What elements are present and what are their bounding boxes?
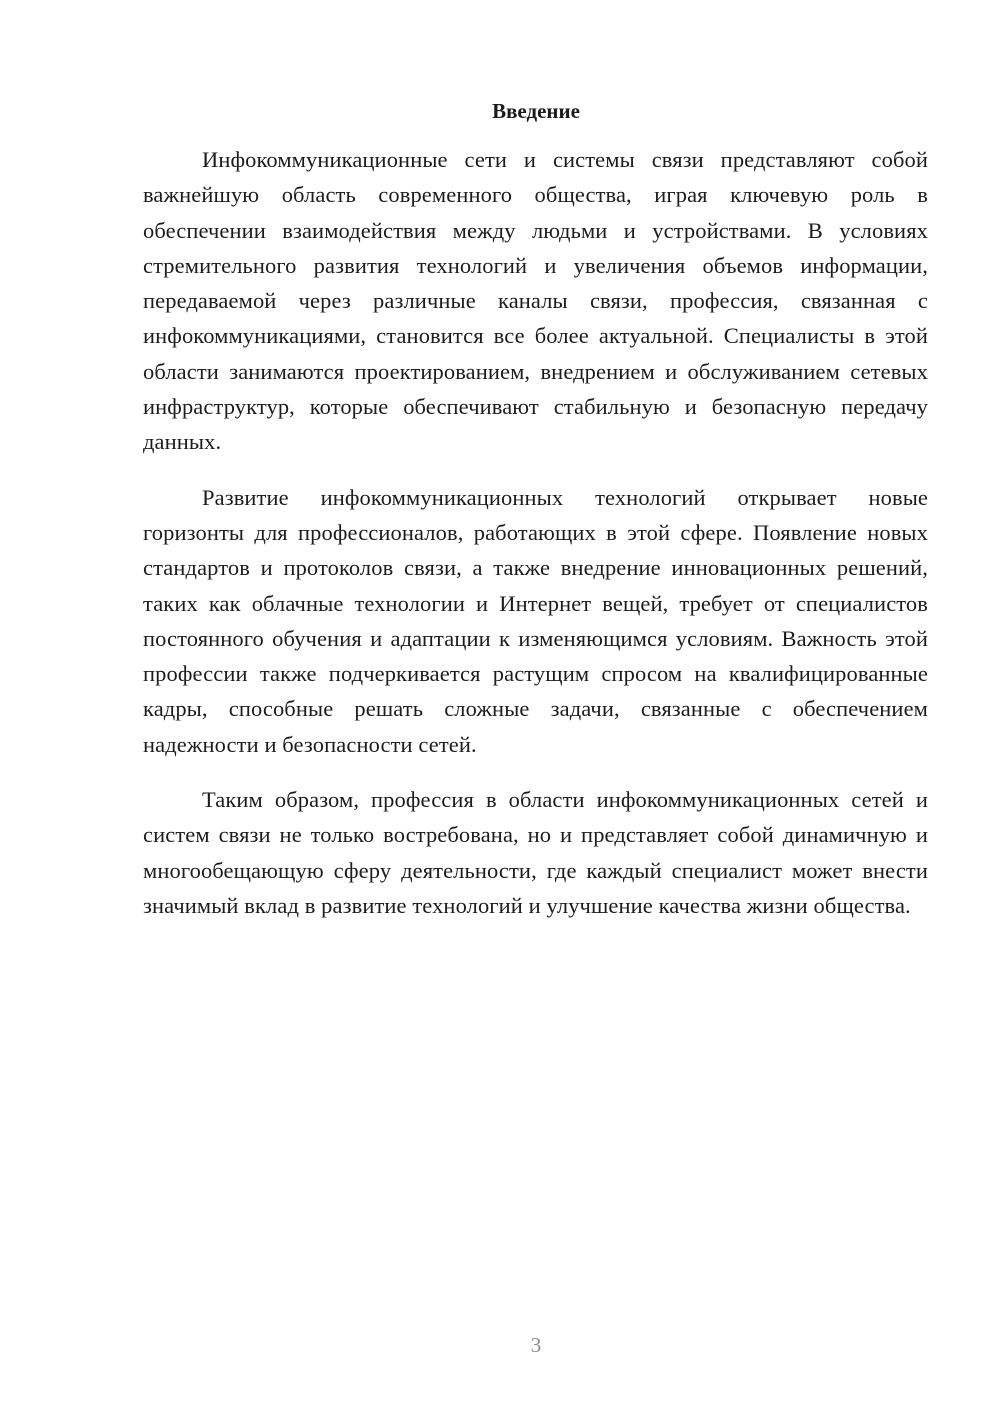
paragraph-1: Инфокоммуникационные сети и системы связи представляют собой важнейшую область современного общества, играя ключевую роль в обеспечении взаимодействия между людьми и устройствами. В условиях стремительного развития технологий и увеличения объемов информации, передаваемой через различные каналы связи, профессия, связанная с инфокоммуникациями, становится все более актуальной. Специалисты в этой области занимаются проектированием, внедрением и обслуживанием сетевых инфраструктур, которые обеспечивают стабильную и безопасную передачу данных. [143,147,928,455]
page-number: 3 [530,1333,542,1357]
page-title: Введение [492,99,580,123]
paragraph-3: Таким образом, профессия в области инфокоммуникационных сетей и систем связи не только востребована, но и представляет собой динамичную и многообещающую сферу деятельности, где каждый специалист может внести значимый вклад в развитие технологий и улучшение качества жизни общества. [143,787,928,918]
paragraph-2: Развитие инфокоммуникационных технологий открывает новые горизонты для профессионалов, работающих в этой сфере. Появление новых стандартов и протоколов связи, а также внедрение инновационных решений, таких как облачные технологии и Интернет вещей, требует от специалистов постоянного обучения и адаптации к изменяющимся условиям. Важность этой профессии также подчеркивается растущим спросом на квалифицированные кадры, способные решать сложные задачи, связанные с обеспечением надежности и безопасности сетей. [143,484,928,757]
document-body [143,142,928,943]
